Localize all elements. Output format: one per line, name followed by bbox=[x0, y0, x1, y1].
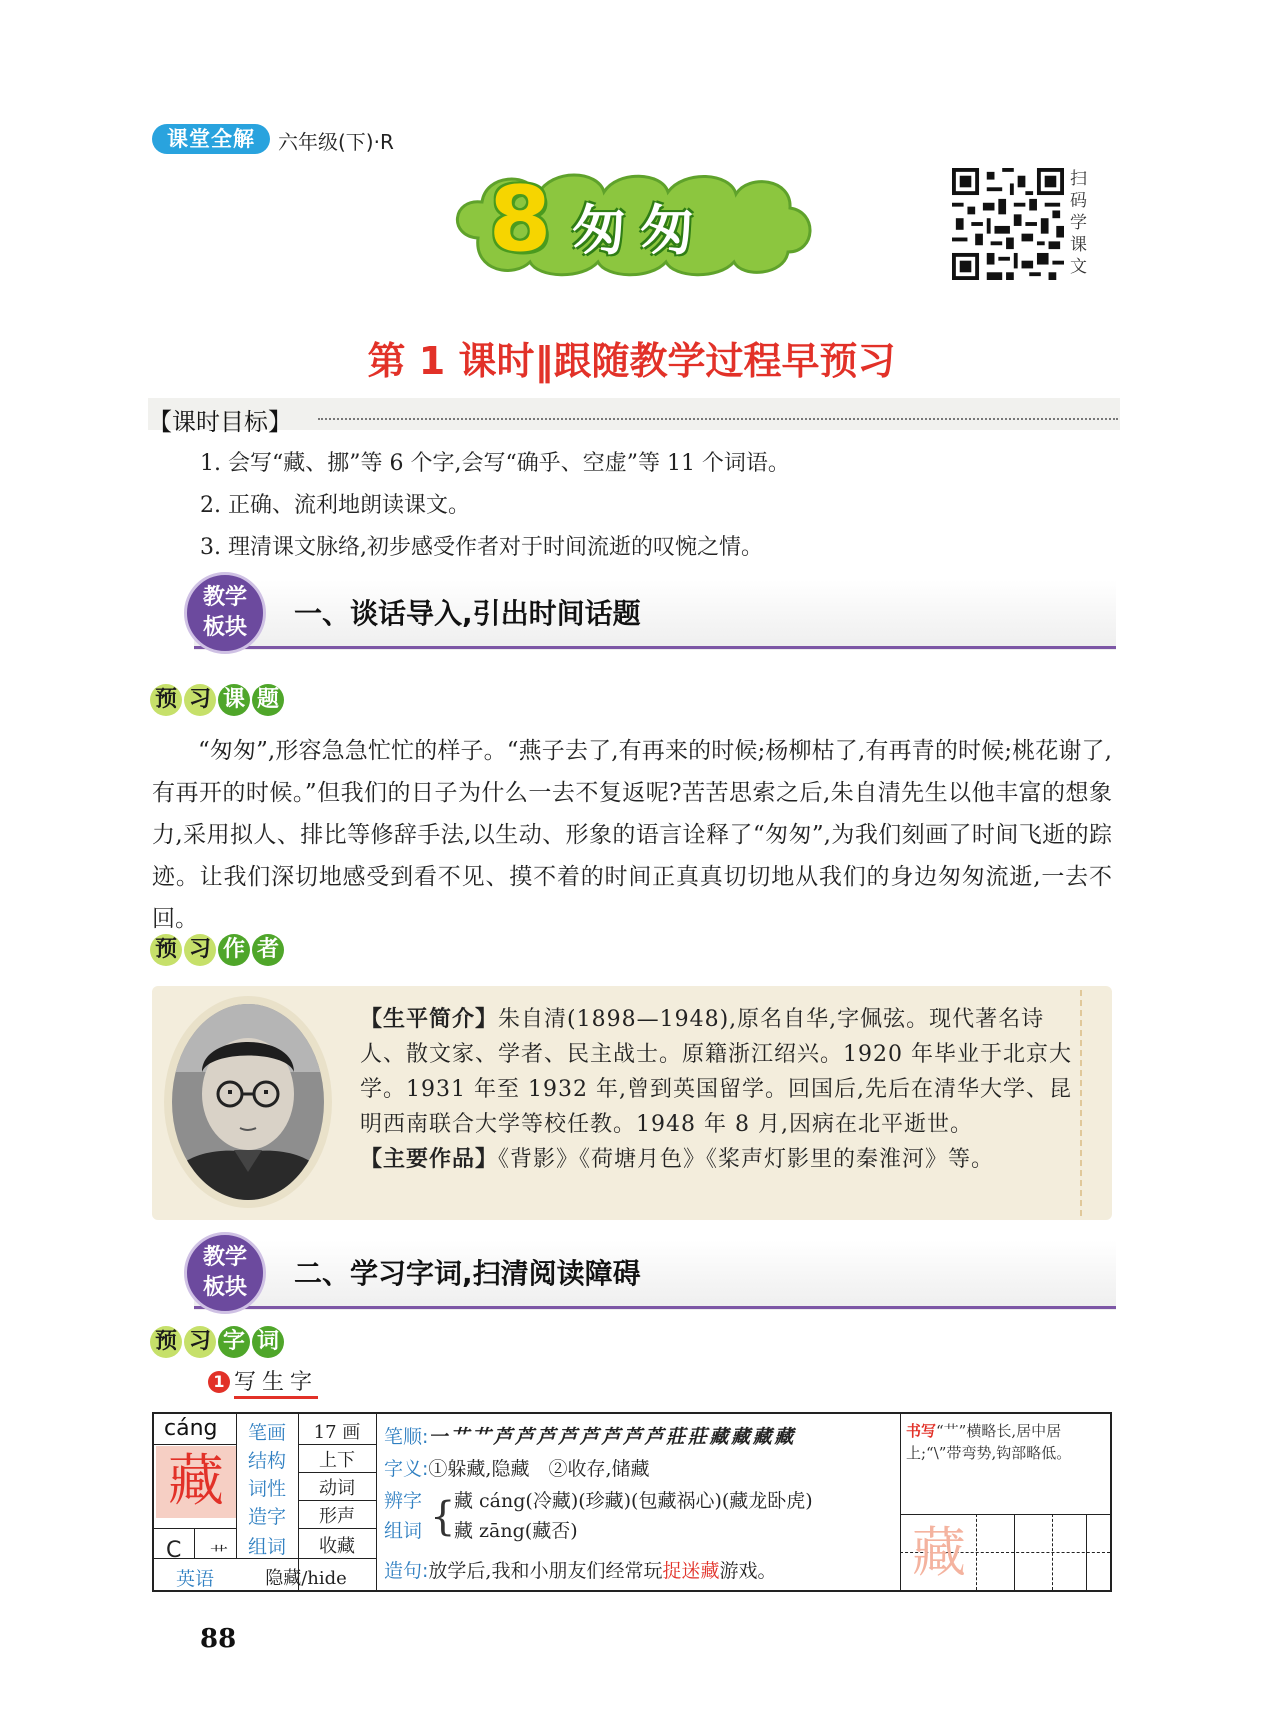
english-label: 英语 bbox=[175, 1568, 214, 1590]
objective-item: 1. 会写“藏、挪”等 6 个字,会写“确乎、空虚”等 11 个词语。 bbox=[200, 451, 790, 476]
table-divider bbox=[154, 1444, 236, 1445]
brace-icon: { bbox=[430, 1494, 456, 1540]
table-divider bbox=[298, 1444, 376, 1445]
write-characters-tag bbox=[208, 1365, 318, 1397]
pill-char: 预 bbox=[150, 934, 182, 966]
sentence-after: 游戏。 bbox=[719, 1560, 777, 1582]
table-divider bbox=[298, 1472, 376, 1473]
writing-note-text: “艹”横略长,居中居上;“\”带弯势,钩部略低。 bbox=[906, 1422, 1072, 1462]
writing-label: 书写 bbox=[906, 1422, 937, 1440]
pill-char: 预 bbox=[150, 1326, 182, 1358]
field-value: 上下 bbox=[319, 1450, 355, 1471]
module-badge-line: 板块 bbox=[202, 1275, 247, 1300]
sentence bbox=[384, 1556, 776, 1583]
pill-char: 者 bbox=[252, 934, 284, 966]
objectives-divider bbox=[318, 418, 1118, 420]
english-value: 隐藏/hide bbox=[265, 1568, 347, 1589]
distinguish-label: 辨字 bbox=[384, 1490, 423, 1512]
module-badge-line: 教学 bbox=[202, 1245, 247, 1270]
author-dash-divider bbox=[1080, 990, 1082, 1216]
page-number: 88 bbox=[200, 1624, 237, 1654]
meaning bbox=[384, 1454, 650, 1481]
module-badge bbox=[184, 572, 266, 654]
objectives-band bbox=[148, 398, 1120, 430]
teaching-module-1 bbox=[154, 572, 1116, 662]
table-divider bbox=[194, 1528, 195, 1558]
field-label: 词性 bbox=[247, 1478, 286, 1500]
qr-label: 扫码学课文 bbox=[1070, 169, 1087, 277]
field-label: 造字 bbox=[247, 1506, 286, 1528]
char-main: 藏 bbox=[156, 1446, 236, 1518]
compose-label: 组词 bbox=[384, 1520, 423, 1542]
pill-preview-topic bbox=[150, 684, 286, 718]
module-underline bbox=[194, 646, 1116, 649]
radical-letter: C bbox=[166, 1538, 182, 1563]
pill-char: 预 bbox=[150, 684, 182, 716]
character-card bbox=[152, 1412, 1112, 1592]
char-pinyin: cáng bbox=[164, 1416, 218, 1441]
grid-line bbox=[900, 1514, 1110, 1515]
field-label: 笔画 bbox=[247, 1422, 286, 1444]
lesson-title: 匆匆 bbox=[572, 199, 708, 262]
radical-symbol: 艹 bbox=[210, 1544, 228, 1565]
grid-trace-char: 藏 bbox=[912, 1521, 966, 1584]
pill-char: 习 bbox=[184, 934, 216, 966]
stroke-label: 笔顺: bbox=[384, 1426, 429, 1448]
author-bio bbox=[360, 1002, 1074, 1177]
sentence-highlight: 捉迷藏 bbox=[662, 1560, 720, 1582]
lesson-number: 8 bbox=[488, 167, 552, 272]
sentence-label: 造句: bbox=[384, 1560, 429, 1582]
author-portrait-image bbox=[170, 1002, 326, 1202]
table-divider bbox=[376, 1414, 377, 1590]
stroke-order bbox=[384, 1422, 791, 1449]
sentence-before: 放学后,我和小朋友们经常玩 bbox=[428, 1560, 663, 1582]
table-divider bbox=[298, 1500, 376, 1501]
pill-char: 词 bbox=[252, 1326, 284, 1358]
works-label: 【主要作品】 bbox=[360, 1147, 499, 1172]
write-number: 1 bbox=[208, 1371, 230, 1393]
field-value: 形声 bbox=[319, 1506, 355, 1527]
pill-preview-words bbox=[150, 1326, 286, 1360]
field-value: 动词 bbox=[319, 1478, 355, 1499]
pill-char: 习 bbox=[184, 684, 216, 716]
module-title: 一、谈话导入,引出时间话题 bbox=[294, 597, 641, 630]
pill-preview-author bbox=[150, 934, 286, 968]
qr-code-icon[interactable] bbox=[952, 168, 1064, 280]
field-value: 17 画 bbox=[313, 1422, 361, 1443]
brand-badge: 课堂全解 bbox=[152, 124, 270, 154]
works-text: 《背影》《荷塘月色》《桨声灯影里的秦淮河》等。 bbox=[498, 1147, 995, 1172]
meaning-label: 字义: bbox=[384, 1458, 429, 1480]
bio-text: 朱自清(1898—1948),原名自华,字佩弦。现代著名诗人、散文家、学者、民主战士。原籍浙江绍兴。1920 年毕业于北京大学。1931 年至 1932 年,曾到英国留学。回国后,先后在清华大学、昆明西南联合大学等校任教。1948 年 8 月,因病在北平逝世。 bbox=[360, 1007, 1072, 1137]
module-underline bbox=[194, 1306, 1116, 1309]
module-badge-line: 教学 bbox=[202, 585, 247, 610]
reading-2: 藏 zāng(藏否) bbox=[454, 1520, 578, 1542]
topic-paragraph: “匆匆”,形容急急忙忙的样子。“燕子去了,有再来的时候;杨柳枯了,有再青的时候;桃花谢了,有再开的时候。”但我们的日子为什么一去不复返呢?苦苦思索之后,朱自清先生以他丰富的想象力,采用拟人、排比等修辞手法,以生动、形象的语言诠释了“匆匆”,为我们刻画了时间飞逝的踪迹。让我们深切地感受到看不见、摸不着的时间正真真切切地从我们的身边匆匆流逝,一去不回。 bbox=[152, 738, 1112, 932]
field-value: 收藏 bbox=[319, 1536, 355, 1557]
bio-label: 【生平简介】 bbox=[360, 1007, 499, 1032]
field-label: 组词 bbox=[247, 1536, 286, 1558]
pill-char: 课 bbox=[218, 684, 250, 716]
pill-char: 作 bbox=[218, 934, 250, 966]
write-label: 写生字 bbox=[234, 1365, 318, 1399]
pill-char: 题 bbox=[252, 684, 284, 716]
readings bbox=[454, 1486, 813, 1546]
module-badge bbox=[184, 1232, 266, 1314]
stroke-sequence: 一 艹 艹 芦 芦 芦 芦 芦 芦 芦 芦 莊 莊 藏 藏 藏 藏 bbox=[428, 1426, 792, 1448]
table-divider bbox=[298, 1528, 376, 1529]
objective-item: 3. 理清课文脉络,初步感受作者对于时间流逝的叹惋之情。 bbox=[200, 535, 763, 560]
grade-label: 六年级(下)·R bbox=[278, 130, 394, 154]
reading-1: 藏 cáng(冷藏)(珍藏)(包藏祸心)(藏龙卧虎) bbox=[454, 1490, 813, 1512]
field-label: 结构 bbox=[247, 1450, 286, 1472]
pill-char: 习 bbox=[184, 1326, 216, 1358]
teaching-module-2 bbox=[154, 1232, 1116, 1322]
distinguish-labels bbox=[384, 1486, 422, 1546]
writing-note bbox=[906, 1420, 1106, 1464]
objective-item: 2. 正确、流利地朗读课文。 bbox=[200, 493, 470, 518]
table-divider bbox=[154, 1528, 236, 1529]
section-title: 第 1 课时‖跟随教学过程早预习 bbox=[367, 339, 896, 383]
objectives-heading: 【课时目标】 bbox=[148, 408, 292, 436]
pill-char: 字 bbox=[218, 1326, 250, 1358]
module-title: 二、学习字词,扫清阅读障碍 bbox=[294, 1257, 641, 1290]
table-divider bbox=[900, 1414, 901, 1590]
module-badge-line: 板块 bbox=[202, 615, 247, 640]
meaning-text: ①躲藏,隐藏 ②收存,储藏 bbox=[428, 1458, 650, 1480]
